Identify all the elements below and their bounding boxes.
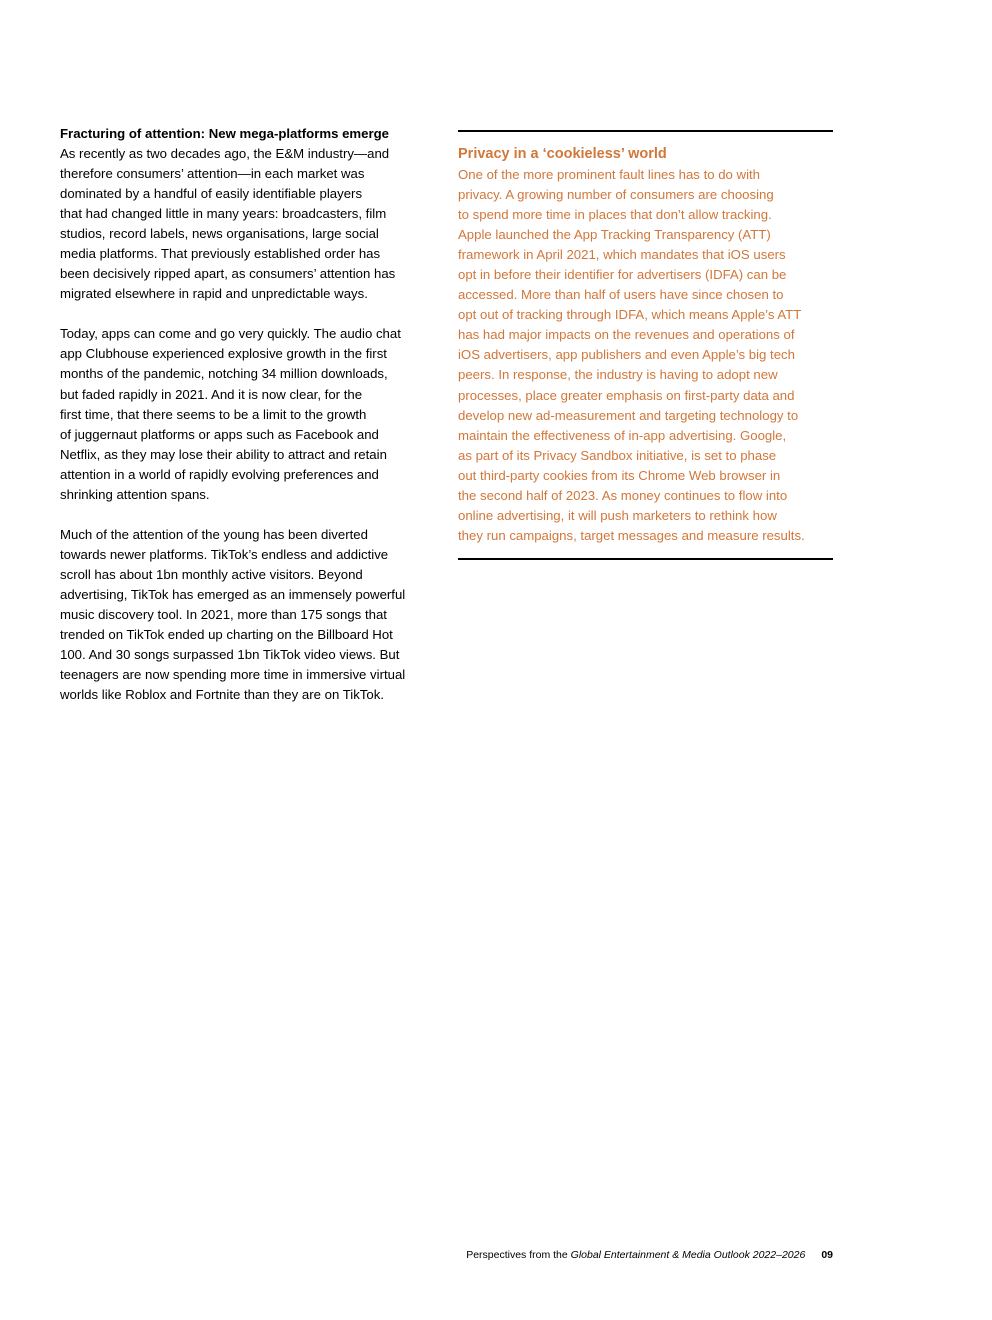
text-line: teenagers are now spending more time in immersive virtual bbox=[60, 667, 406, 683]
text-line: Netflix, as they may lose their ability to attract and retain bbox=[60, 446, 387, 462]
sidebar-line: iOS advertisers, app publishers and even Apple’s big tech bbox=[458, 347, 795, 363]
sidebar-line: they run campaigns, target messages and measure results. bbox=[458, 527, 805, 543]
text-line: migrated elsewhere in rapid and unpredictable ways. bbox=[60, 286, 368, 302]
text-line: therefore consumers’ attention—in each market was bbox=[60, 166, 365, 182]
paragraph-2 bbox=[60, 324, 440, 504]
text-line: Much of the attention of the young has been diverted bbox=[60, 526, 368, 542]
text-line: attention in a world of rapidly evolving preferences and bbox=[60, 466, 379, 482]
sidebar-line: to spend more time in places that don’t allow tracking. bbox=[458, 207, 772, 223]
text-line: of juggernaut platforms or apps such as Facebook and bbox=[60, 426, 379, 442]
sidebar-line: maintain the effectiveness of in-app advertising. Google, bbox=[458, 427, 787, 443]
paragraph-3 bbox=[60, 525, 440, 705]
page-number: 09 bbox=[821, 1249, 833, 1261]
sidebar-line: the second half of 2023. As money continues to flow into bbox=[458, 487, 788, 503]
sidebar-body bbox=[458, 165, 833, 546]
sidebar-line: peers. In response, the industry is having to adopt new bbox=[458, 367, 778, 383]
footer-prefix: Perspectives from the bbox=[466, 1249, 571, 1261]
text-line: towards newer platforms. TikTok’s endless and addictive bbox=[60, 546, 389, 562]
main-column bbox=[60, 124, 440, 725]
sidebar-line: Apple launched the App Tracking Transparency (ATT) bbox=[458, 227, 771, 243]
text-line: scroll has about 1bn monthly active visitors. Beyond bbox=[60, 566, 363, 582]
text-line: worlds like Roblox and Fortnite than they are on TikTok. bbox=[60, 687, 384, 703]
text-line: studios, record labels, news organisations, large social bbox=[60, 226, 379, 242]
text-line: Today, apps can come and go very quickly. The audio chat bbox=[60, 326, 401, 342]
sidebar-line: as part of its Privacy Sandbox initiative, is set to phase bbox=[458, 447, 777, 463]
sidebar-line: privacy. A growing number of consumers are choosing bbox=[458, 187, 774, 203]
text-line: been decisively ripped apart, as consumers’ attention has bbox=[60, 266, 396, 282]
text-line: music discovery tool. In 2021, more than 175 songs that bbox=[60, 606, 387, 622]
page-footer bbox=[330, 1247, 833, 1263]
sidebar-line: accessed. More than half of users have since chosen to bbox=[458, 287, 784, 303]
text-line: shrinking attention spans. bbox=[60, 486, 210, 502]
text-line: months of the pandemic, notching 34 million downloads, bbox=[60, 366, 388, 382]
paragraph-1 bbox=[60, 144, 440, 304]
section-heading: Fracturing of attention: New mega-platforms emerge bbox=[60, 126, 389, 141]
sidebar-line: One of the more prominent fault lines has to do with bbox=[458, 167, 761, 182]
text-line: but faded rapidly in 2021. And it is now clear, for the bbox=[60, 386, 363, 402]
publication-title: Global Entertainment & Media Outlook 2022–2026 bbox=[570, 1249, 806, 1261]
sidebar-line: framework in April 2021, which mandates that iOS users bbox=[458, 247, 786, 263]
sidebar-line: develop new ad-measurement and targeting technology to bbox=[458, 407, 799, 423]
sidebar-line: out third-party cookies from its Chrome Web browser in bbox=[458, 467, 781, 483]
text-line: dominated by a handful of easily identifiable players bbox=[60, 186, 363, 202]
sidebar-line: opt out of tracking through IDFA, which means Apple’s ATT bbox=[458, 307, 802, 323]
text-line: advertising, TikTok has emerged as an immensely powerful bbox=[60, 586, 406, 602]
privacy-sidebar bbox=[458, 130, 833, 560]
text-line: first time, that there seems to be a limit to the growth bbox=[60, 406, 367, 422]
text-line: trended on TikTok ended up charting on the Billboard Hot bbox=[60, 627, 393, 643]
sidebar-title: Privacy in a ‘cookieless’ world bbox=[458, 146, 667, 162]
text-line: 100. And 30 songs surpassed 1bn TikTok video views. But bbox=[60, 647, 400, 663]
sidebar-line: online advertising, it will push marketers to rethink how bbox=[458, 507, 777, 523]
sidebar-line: processes, place greater emphasis on first-party data and bbox=[458, 387, 795, 403]
text-line: app Clubhouse experienced explosive growth in the first bbox=[60, 346, 387, 362]
text-line: that had changed little in many years: broadcasters, film bbox=[60, 206, 387, 222]
text-line: media platforms. That previously established order has bbox=[60, 246, 381, 262]
sidebar-line: opt in before their identifier for advertisers (IDFA) can be bbox=[458, 267, 787, 283]
text-line: As recently as two decades ago, the E&M industry—and bbox=[60, 146, 390, 161]
sidebar-line: has had major impacts on the revenues and operations of bbox=[458, 327, 795, 343]
